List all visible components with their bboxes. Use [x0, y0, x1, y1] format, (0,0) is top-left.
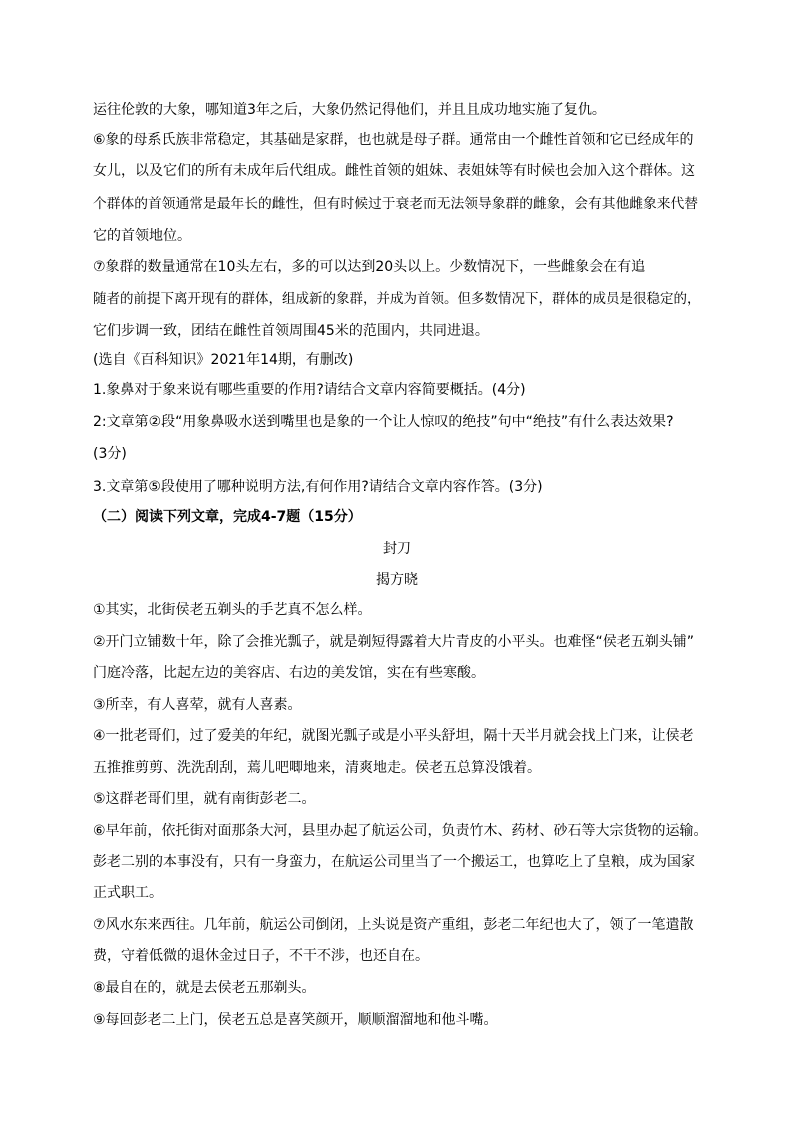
- story-title: 封刀: [383, 541, 411, 557]
- paragraph-line: 费，守着低微的退休金过日子，不干不涉，也还自在。: [93, 948, 429, 964]
- paragraph-line: ④一批老哥们，过了爱美的年纪，就图光瓢子或是小平头舒坦，隔十天半月就会找上门来，让侯老: [93, 728, 694, 744]
- paragraph-line: 运往伦敦的大象，哪知道3年之后，大象仍然记得他们，并且且成功地实施了复仇。: [93, 102, 606, 118]
- paragraph-line: ⑦风水东来西往。几年前，航运公司倒闭，上头说是资产重组，彭老二年纪也大了，领了一笔遣散: [93, 917, 694, 933]
- paragraph-line: 随者的前提下离开现有的群体，组成新的象群，并成为首领。但多数情况下，群体的成员是很稳定的，: [93, 291, 701, 307]
- paragraph-line: ⑤这群老哥们里，就有南街彭老二。: [93, 791, 316, 807]
- paragraph-line: ③所幸，有人喜荤，就有人喜素。: [93, 697, 302, 713]
- paragraph-line: ⑥早年前，依托街对面那条大河，县里办起了航运公司，负责竹木、药材、砂石等大宗货物的运输。: [93, 823, 708, 839]
- paragraph-line: ②开门立铺数十年，除了会推光瓢子，就是剃短得露着大片青皮的小平头。也难怪“侯老五剃头铺”: [93, 634, 695, 650]
- paragraph-line: 它的首领地位。: [93, 228, 191, 244]
- paragraph-line: ⑧最自在的，就是去侯老五那剃头。: [93, 980, 316, 996]
- paragraph-line: ⑥象的母系氏族非常稳定，其基础是家群，也也就是母子群。通常由一个雌性首领和它已经成年的: [93, 132, 694, 148]
- paragraph-line: 个群体的首领通常是最年长的雌性，但有时候过于衰老而无法领导象群的雌象，会有其他雌象来代替: [93, 196, 699, 212]
- paragraph-line: 门庭冷落，比起左边的美容店、右边的美发馆，实在有些寒酸。: [93, 665, 485, 681]
- paragraph-line: 女儿，以及它们的所有未成年后代组成。雌性首领的姐妹、表姐妹等有时候也会加入这个群体。这: [93, 163, 695, 179]
- paragraph-line: 它们步调一致，团结在雌性首领周围45米的范围内，共同进退。: [93, 323, 489, 339]
- paragraph-line: 彭老二别的本事没有，只有一身蛮力，在航运公司里当了一个搬运工，也算吃上了皇粮，成为国家: [93, 854, 695, 870]
- question-2-score: (3分): [93, 446, 127, 462]
- question-2: 2:文章第②段“用象鼻吸水送到嘴里也是象的一个让人惊叹的绝技”句中“绝技”有什么表达效果?: [93, 414, 674, 430]
- question-1: 1.象鼻对于象来说有哪些重要的作用?请结合文章内容简要概括。(4分): [93, 382, 526, 398]
- question-3: 3.文章第⑤段使用了哪种说明方法,有何作用?请结合文章内容作答。(3分): [93, 479, 543, 495]
- paragraph-line: 五推推剪剪、洗洗刮刮，蔫儿吧唧地来，清爽地走。侯老五总算没饿着。: [93, 760, 541, 776]
- story-author: 揭方晓: [376, 572, 418, 588]
- paragraph-line: ⑨每回彭老二上门，侯老五总是喜笑颜开，顺顺溜溜地和他斗嘴。: [93, 1012, 498, 1028]
- paragraph-line: ①其实，北街侯老五剃头的手艺真不怎么样。: [93, 602, 372, 618]
- paragraph-line: ⑦象群的数量通常在10头左右，多的可以达到20头以上。少数情况下，一些雌象会在有追: [93, 259, 646, 275]
- source-note: (选自《百科知识》2021年14期，有删改): [93, 352, 354, 368]
- section-heading: （二）阅读下列文章，完成4-7题（15分）: [93, 509, 362, 525]
- paragraph-line: 正式职工。: [93, 885, 163, 901]
